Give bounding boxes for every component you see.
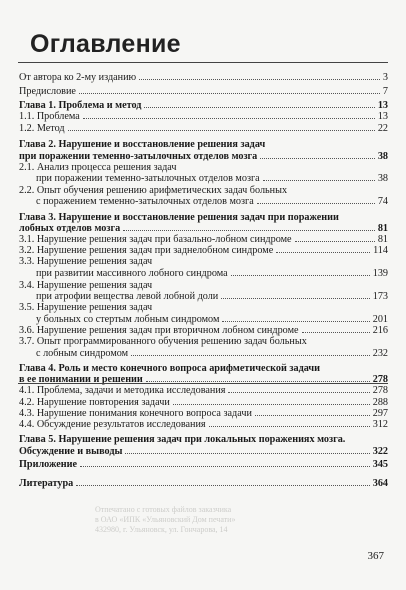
toc-entry-title: лобных отделов мозга: [19, 223, 121, 234]
toc-entry-title: Глава 2. Нарушение и восстановление решения задач: [19, 139, 266, 150]
toc-page-number: 38: [377, 151, 388, 162]
toc-entry-title: с лобным синдромом: [36, 348, 129, 359]
toc-page-number: 13: [377, 100, 388, 111]
dot-leader: [257, 203, 375, 204]
page-title: Оглавление: [30, 30, 181, 58]
bottom-rule: [18, 383, 388, 384]
toc-page-number: 312: [372, 419, 388, 430]
toc-entry-title: Глава 1. Проблема и метод: [19, 100, 142, 111]
toc-entry-title: 3.5. Нарушение решения задач: [19, 302, 153, 313]
dot-leader: [173, 404, 370, 405]
dot-leader: [260, 158, 375, 159]
imprint-line: 432980, г. Ульяновск, ул. Гончарова, 14: [95, 525, 228, 534]
toc-entry-title: Глава 3. Нарушение и восстановление решения задач при поражении: [19, 212, 339, 223]
dot-leader: [80, 466, 370, 467]
dot-leader: [221, 298, 370, 299]
dot-leader: [228, 392, 370, 393]
toc-page-number: 74: [377, 196, 388, 207]
toc-entry-title: От автора ко 2-му изданию: [19, 72, 137, 83]
dot-leader: [255, 415, 370, 416]
toc-page-number: 3: [382, 72, 388, 83]
toc-entry-title: у больных со стертым лобным синдромом: [36, 314, 220, 325]
toc-entry-title: 3.6. Нарушение решения задач при вторичном лобном синдроме: [19, 325, 299, 336]
toc-entry-title: 3.4. Нарушение решения задач: [19, 280, 153, 291]
toc-entry-title: при развитии массивного лобного синдрома: [36, 268, 228, 279]
toc-entry-title: 1.1. Проблема: [19, 111, 80, 122]
toc-page-number: 81: [377, 223, 388, 234]
toc-entry-title: 4.4. Обсуждение результатов исследования: [19, 419, 206, 430]
dot-leader: [302, 332, 370, 333]
toc-page-number: 216: [372, 325, 388, 336]
page-number: 367: [367, 550, 384, 562]
toc-page-number: 345: [372, 459, 388, 470]
imprint-line: Отпечатано с готовых файлов заказчика: [95, 505, 232, 514]
toc-entry-title: Литература: [19, 478, 74, 489]
dot-leader: [131, 355, 370, 356]
dot-leader: [263, 180, 375, 181]
toc-entry-title: при атрофии вещества левой лобной доли: [36, 291, 219, 302]
dot-leader: [68, 130, 375, 131]
toc-entry-title: 2.1. Анализ процесса решения задач: [19, 162, 177, 173]
toc-entry-title: 4.3. Нарушение понимания конечного вопроса задачи: [19, 408, 252, 419]
toc-entry-title: при поражении теменно-затылочных отделов мозга: [36, 173, 260, 184]
toc-entry-title: в ее понимании и решении: [19, 374, 143, 385]
dot-leader: [276, 252, 370, 253]
toc-page-number: 322: [372, 446, 388, 457]
dot-leader: [295, 241, 375, 242]
imprint-stamp: [95, 505, 235, 535]
toc-page-number: 173: [372, 291, 388, 302]
toc-entry-title: 3.1. Нарушение решения задач при базально-лобном синдроме: [19, 234, 292, 245]
toc-page-number: 13: [377, 111, 388, 122]
toc-page-number: 81: [377, 234, 388, 245]
dot-leader: [125, 453, 370, 454]
toc-entry-title: Обсуждение и выводы: [19, 446, 123, 457]
title-rule: [18, 62, 388, 63]
toc-entry-title: Предисловие: [19, 86, 76, 97]
dot-leader: [83, 118, 375, 119]
toc-page-number: 201: [372, 314, 388, 325]
toc-page-number: 364: [372, 478, 388, 489]
toc-page-number: 114: [373, 245, 388, 256]
toc-entry-title: Глава 4. Роль и место конечного вопроса арифметической задачи: [19, 363, 321, 374]
toc-entry-title: Глава 5. Нарушение решения задач при локальных поражениях мозга.: [19, 434, 346, 445]
dot-leader: [139, 79, 380, 80]
imprint-line: в ОАО «ИПК «Ульяновский Дом печати»: [95, 515, 236, 524]
toc-page-number: 278: [372, 374, 388, 385]
toc-page-number: 232: [372, 348, 388, 359]
toc-page-number: 278: [372, 385, 388, 396]
toc-page-number: 22: [377, 123, 388, 134]
dot-leader: [209, 426, 370, 427]
toc-entry-title: 4.2. Нарушение повторения задачи: [19, 397, 170, 408]
toc-entry-title: 2.2. Опыт обучения решению арифметических задач больных: [19, 185, 288, 196]
toc-entry-title: 3.3. Нарушение решения задач: [19, 256, 153, 267]
toc-page-number: 7: [382, 86, 388, 97]
toc-entry-title: 3.7. Опыт программированного обучения решению задач больных: [19, 336, 307, 347]
toc-entry-title: 3.2. Нарушение решения задач при заднелобном синдроме: [19, 245, 274, 256]
toc-entry-title: 4.1. Проблема, задачи и методика исследования: [19, 385, 226, 396]
dot-leader: [79, 93, 380, 94]
dot-leader: [123, 230, 375, 231]
toc-entry-title: с поражением теменно-затылочных отделов мозга: [36, 196, 254, 207]
toc-page-number: 288: [372, 397, 388, 408]
toc-entry-title: при поражении теменно-затылочных отделов мозга: [19, 151, 258, 162]
toc-page-number: 38: [377, 173, 388, 184]
toc-entry-title: Приложение: [19, 459, 78, 470]
dot-leader: [231, 275, 370, 276]
dot-leader: [146, 381, 370, 382]
dot-leader: [222, 321, 370, 322]
toc-page-number: 297: [372, 408, 388, 419]
dot-leader: [144, 107, 375, 108]
toc-entry-title: 1.2. Метод: [19, 123, 65, 134]
dot-leader: [76, 485, 370, 486]
toc-page-number: 139: [372, 268, 388, 279]
